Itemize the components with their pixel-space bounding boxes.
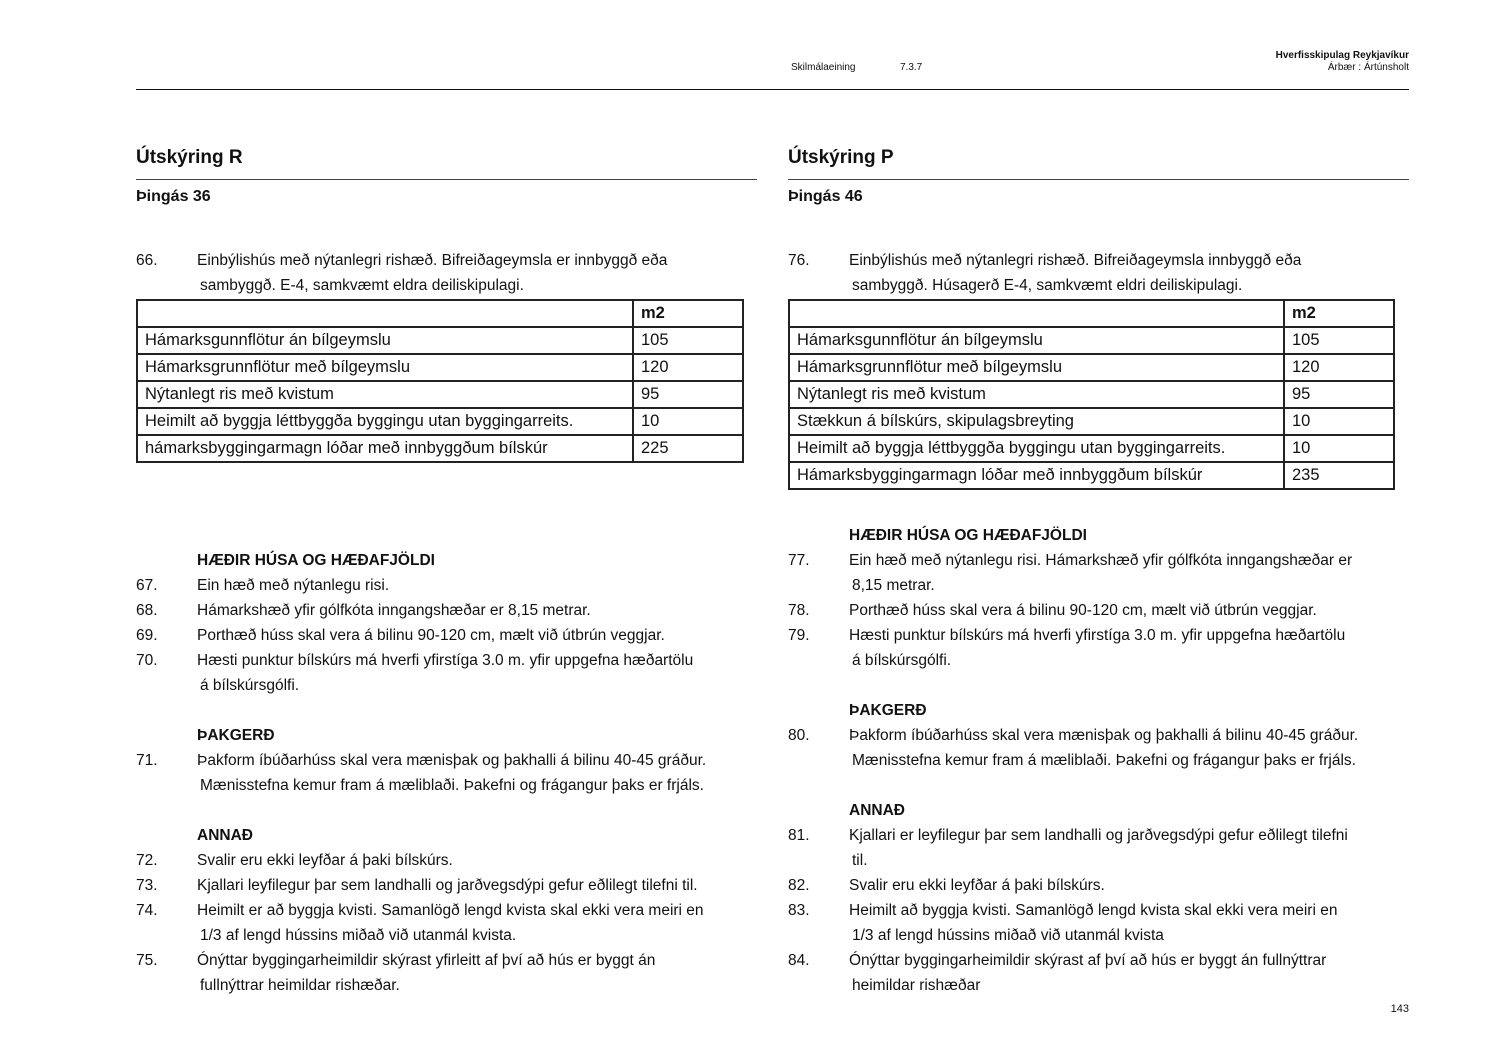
item-line <box>788 573 1438 598</box>
item-text: fullnýttrar heimildar rishæðar. <box>200 977 400 994</box>
table-label-cell: Hámarksgrunnflötur með bílgeymslu <box>137 354 633 381</box>
table-value-cell: 10 <box>633 408 743 435</box>
item-text: Ein hæð með nýtanlegu risi. <box>197 577 390 594</box>
spacer <box>136 798 786 823</box>
item-text: Porthæð húss skal vera á bilinu 90-120 cm, mælt við útbrún veggjar. <box>849 602 1317 619</box>
item-line <box>136 973 786 998</box>
table-row <box>137 354 743 381</box>
item-text: Mænisstefna kemur fram á mæliblaði. Þakefni og frágangur þaks er frjáls. <box>852 752 1356 769</box>
table-header-cell <box>789 300 1284 327</box>
table-label-cell: Hámarksbyggingarmagn lóðar með innbyggðum bílskúr <box>789 462 1284 489</box>
regulation-list <box>136 523 786 998</box>
table-value-cell: 105 <box>633 327 743 354</box>
item-line <box>136 898 786 923</box>
item-text: Þakform íbúðarhúss skal vera mænisþak og þakhalli á bilinu 40-45 gráður. <box>849 727 1359 744</box>
item-number: 83. <box>788 902 810 919</box>
item-text: Einbýlishús með nýtanlegri rishæð. Bifreiðageymsla er innbyggð eða <box>197 252 668 269</box>
list-item <box>788 948 1438 998</box>
item-number: 76. <box>788 252 810 269</box>
item-line <box>788 723 1438 748</box>
table-header-cell <box>137 300 633 327</box>
item-text: Hæsti punktur bílskúrs má hverfi yfirstíga 3.0 m. yfir uppgefna hæðartölu <box>197 652 694 669</box>
subsection-heading: ÞAKGERÐ <box>197 727 275 744</box>
document-title: Hverfisskipulag Reykjavíkur <box>1275 50 1409 61</box>
item-line <box>788 898 1438 923</box>
item-line <box>136 773 786 798</box>
item-text: sambyggð. E-4, samkvæmt eldra deiliskipulagi. <box>200 277 524 294</box>
item-text: Ónýttar byggingarheimildir skýrast yfirleitt af því að hús er byggt án <box>197 952 656 969</box>
list-item <box>788 548 1438 598</box>
table-row <box>137 327 743 354</box>
table-row <box>137 381 743 408</box>
intro-paragraph <box>136 248 776 298</box>
table-value-cell: 105 <box>1284 327 1394 354</box>
list-item <box>136 623 786 648</box>
list-item <box>136 573 786 598</box>
item-number: 78. <box>788 602 810 619</box>
section-title: Útskýring P <box>788 147 894 168</box>
list-item <box>136 848 786 873</box>
spacer <box>788 773 1438 798</box>
item-line <box>136 948 786 973</box>
table-header-cell: m2 <box>633 300 743 327</box>
item-line <box>788 648 1438 673</box>
item-text: Þakform íbúðarhúss skal vera mænisþak og þakhalli á bilinu 40-45 gráður. <box>197 752 707 769</box>
table-label-cell: hámarksbyggingarmagn lóðar með innbyggðum bílskúr <box>137 435 633 462</box>
item-number: 79. <box>788 627 810 644</box>
item-text: á bílskúrsgólfi. <box>852 652 952 669</box>
table-value-cell: 10 <box>1284 435 1394 462</box>
intro-line <box>136 248 776 273</box>
item-line <box>788 748 1438 773</box>
item-line <box>136 598 786 623</box>
item-text: Kjallari er leyfilegur þar sem landhalli og jarðvegsdýpi gefur eðlilegt tilefni <box>849 827 1348 844</box>
list-item <box>788 873 1438 898</box>
item-text: Einbýlishús með nýtanlegri rishæð. Bifreiðageymsla innbyggð eða <box>849 252 1302 269</box>
list-item <box>788 723 1438 773</box>
subsection-heading: HÆÐIR HÚSA OG HÆÐAFJÖLDI <box>849 527 1087 544</box>
item-text: Svalir eru ekki leyfðar á þaki bílskúrs. <box>849 877 1105 894</box>
item-line <box>136 873 786 898</box>
item-text: 1/3 af lengd hússins miðað við utanmál kvista. <box>200 927 517 944</box>
item-number: 81. <box>788 827 810 844</box>
title-rule <box>136 179 757 180</box>
item-line <box>788 548 1438 573</box>
item-text: 1/3 af lengd hússins miðað við utanmál kvista <box>852 927 1164 944</box>
item-number: 74. <box>136 902 158 919</box>
subsection-heading: ÞAKGERÐ <box>849 702 927 719</box>
item-line <box>788 598 1438 623</box>
spacer <box>136 698 786 723</box>
item-line <box>788 973 1438 998</box>
table-row <box>137 408 743 435</box>
table-label-cell: Nýtanlegt ris með kvistum <box>789 381 1284 408</box>
item-line <box>788 848 1438 873</box>
item-text: Ónýttar byggingarheimildir skýrast af því að hús er byggt án fullnýttrar <box>849 952 1327 969</box>
item-text: Svalir eru ekki leyfðar á þaki bílskúrs. <box>197 852 453 869</box>
item-line <box>136 923 786 948</box>
intro-line <box>788 273 1428 298</box>
area-table <box>136 299 744 463</box>
table-value-cell: 235 <box>1284 462 1394 489</box>
area-table <box>788 299 1395 490</box>
item-number: 71. <box>136 752 158 769</box>
document-subtitle: Árbær : Ártúnsholt <box>1327 62 1409 73</box>
item-number: 69. <box>136 627 158 644</box>
table-row <box>789 354 1394 381</box>
regulation-list <box>788 523 1438 998</box>
item-number: 80. <box>788 727 810 744</box>
table-header-cell: m2 <box>1284 300 1394 327</box>
item-text: Mænisstefna kemur fram á mæliblaði. Þakefni og frágangur þaks er frjáls. <box>200 777 704 794</box>
table-label-cell: Stækkun á bílskúrs, skipulagsbreyting <box>789 408 1284 435</box>
list-item <box>788 823 1438 873</box>
intro-line <box>788 248 1428 273</box>
table-value-cell: 10 <box>1284 408 1394 435</box>
table-label-cell: Hámarksgunnflötur án bílgeymslu <box>789 327 1284 354</box>
spacer <box>136 523 786 548</box>
item-line <box>136 673 786 698</box>
item-line <box>136 748 786 773</box>
item-number: 82. <box>788 877 810 894</box>
table-row <box>789 435 1394 462</box>
item-text: Hæsti punktur bílskúrs má hverfi yfirstíga 3.0 m. yfir uppgefna hæðartölu <box>849 627 1346 644</box>
table-value-cell: 225 <box>633 435 743 462</box>
subsection-heading: HÆÐIR HÚSA OG HÆÐAFJÖLDI <box>197 552 435 569</box>
item-line <box>788 948 1438 973</box>
table-row <box>789 462 1394 489</box>
header-rule <box>136 89 1409 90</box>
list-item <box>136 598 786 623</box>
list-item <box>136 873 786 898</box>
item-number: 68. <box>136 602 158 619</box>
table-value-cell: 120 <box>633 354 743 381</box>
item-text: heimildar rishæðar <box>852 977 981 994</box>
table-row <box>789 408 1394 435</box>
section-label: Skilmálaeining <box>791 62 856 73</box>
item-number: 77. <box>788 552 810 569</box>
table-row <box>789 327 1394 354</box>
spacer <box>788 673 1438 698</box>
table-value-cell: 95 <box>633 381 743 408</box>
list-item <box>788 898 1438 948</box>
intro-line <box>136 273 776 298</box>
item-line <box>136 648 786 673</box>
title-rule <box>788 179 1409 180</box>
item-line <box>788 623 1438 648</box>
item-line <box>136 623 786 648</box>
item-text: Ein hæð með nýtanlegu risi. Hámarkshæð yfir gólfkóta inngangshæðar er <box>849 552 1353 569</box>
item-number: 66. <box>136 252 158 269</box>
table-label-cell: Heimilt að byggja léttbyggða byggingu utan byggingarreits. <box>137 408 633 435</box>
item-text: sambyggð. Húsagerð E-4, samkvæmt eldri deiliskipulagi. <box>852 277 1243 294</box>
subsection-heading: ANNAÐ <box>197 827 253 844</box>
list-item <box>136 948 786 998</box>
section-subtitle: Þingás 46 <box>788 188 863 205</box>
table-value-cell: 120 <box>1284 354 1394 381</box>
item-text: Kjallari leyfilegur þar sem landhalli og jarðvegsdýpi gefur eðlilegt tilefni til. <box>197 877 698 894</box>
section-subtitle: Þingás 36 <box>136 188 211 205</box>
table-label-cell: Hámarksgunnflötur án bílgeymslu <box>137 327 633 354</box>
table-header-row <box>137 300 743 327</box>
section-title: Útskýring R <box>136 147 243 168</box>
item-number: 84. <box>788 952 810 969</box>
page-number: 143 <box>1390 1003 1409 1015</box>
item-number: 73. <box>136 877 158 894</box>
item-text: til. <box>852 852 868 869</box>
item-line <box>788 823 1438 848</box>
item-text: Hámarkshæð yfir gólfkóta inngangshæðar er 8,15 metrar. <box>197 602 591 619</box>
item-line <box>136 848 786 873</box>
document-header <box>1276 50 1409 74</box>
item-text: Heimilt er að byggja kvisti. Samanlögð lengd kvista skal ekki vera meiri en <box>197 902 704 919</box>
item-line <box>788 923 1438 948</box>
table-row <box>789 381 1394 408</box>
subsection-heading: ANNAÐ <box>849 802 905 819</box>
table-header-row <box>789 300 1394 327</box>
section-number: 7.3.7 <box>900 62 923 73</box>
list-item <box>136 748 786 798</box>
table-value-cell: 95 <box>1284 381 1394 408</box>
list-item <box>788 623 1438 673</box>
table-label-cell: Heimilt að byggja léttbyggða byggingu utan byggingarreits. <box>789 435 1284 462</box>
item-text: á bílskúrsgólfi. <box>200 677 300 694</box>
intro-paragraph <box>788 248 1428 298</box>
item-number: 67. <box>136 577 158 594</box>
item-number: 75. <box>136 952 158 969</box>
table-label-cell: Nýtanlegt ris með kvistum <box>137 381 633 408</box>
item-number: 70. <box>136 652 158 669</box>
item-line <box>136 573 786 598</box>
item-text: Porthæð húss skal vera á bilinu 90-120 cm, mælt við útbrún veggjar. <box>197 627 665 644</box>
list-item <box>136 648 786 698</box>
table-row <box>137 435 743 462</box>
item-line <box>788 873 1438 898</box>
item-number: 72. <box>136 852 158 869</box>
list-item <box>788 598 1438 623</box>
table-label-cell: Hámarksgrunnflötur með bílgeymslu <box>789 354 1284 381</box>
list-item <box>136 898 786 948</box>
item-text: 8,15 metrar. <box>852 577 935 594</box>
item-text: Heimilt að byggja kvisti. Samanlögð lengd kvista skal ekki vera meiri en <box>849 902 1338 919</box>
